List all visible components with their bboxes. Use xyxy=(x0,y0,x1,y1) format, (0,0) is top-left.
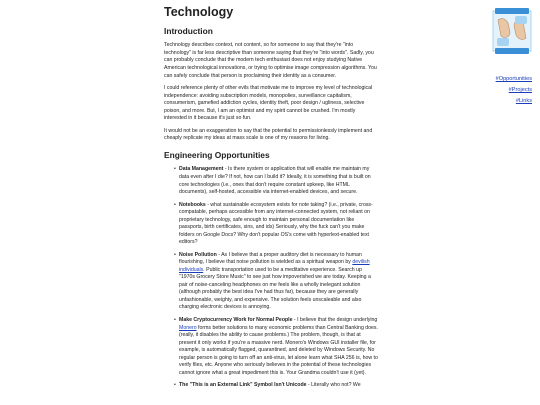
hands-in-frame-icon xyxy=(492,8,532,54)
item-title: Make Cryptocurrency Work for Normal People xyxy=(179,317,293,323)
opportunities-list xyxy=(164,166,378,389)
sidebar xyxy=(476,8,532,105)
introduction-heading: Introduction xyxy=(164,25,213,36)
nav-link-links[interactable]: #Links xyxy=(515,97,532,104)
list-item xyxy=(179,317,378,377)
intro-paragraph: It would not be an exaggeration to say that the potential to permissionlessly implement and cheaply replicate my ideas at mass scale is one of my reasons for living. xyxy=(164,127,373,142)
page-title: Technology xyxy=(164,5,234,19)
item-text: - I believe that the design underlying xyxy=(292,317,378,323)
list-item xyxy=(179,202,378,247)
intro-paragraph: Technology describes context, not content, so for someone to say that they're "into technology" is far less descriptive than someone saying that they're "into words". Sadly, you can probably conclude that the modern tech enthusiast does not enjoy studying Native American technological innovations, or trying to optimise image compression algorithms. You can safely conclude that person is proclaiming their identity as a consumer. xyxy=(164,42,377,79)
item-text: forms better solutions to many economic problems than Central Banking does. (really, it disables the ability to cause problems.) The problem, though, is that at present it only works if you're a massive nerd. Monero's Windows GUI installer file, for example, is automatically flagged, quarantined, and deleted by Windows Security. No regular person is going to turn off an anti-virus, let alone learn what SHA 256 is, how to verify files, etc. Anyone who seriously believes in the potential of these technologies cannot ignore what a great impediment this is. Your Grandma couldn't use it (yet). xyxy=(179,324,378,376)
item-title: The "This is an External Link" Symbol Isn't Unicode xyxy=(179,382,307,389)
list-item xyxy=(179,166,378,196)
main-content xyxy=(164,6,378,395)
intro-paragraph: I could reference plenty of other evils that motivate me to improve my level of technological independence: avoiding subscription models, monopolies, surveillance capitalism, consumerism, gamefied addiction cycles, identity theft, poor design / ugliness, selective poison, and more. But, I am an optimist and my spirit cannot be crushed. I'm mostly interested in it because it's just so fun. xyxy=(164,85,373,122)
item-text: - Literally who not? We xyxy=(306,382,361,389)
devilish-individuals-link[interactable]: devilish individuals xyxy=(179,259,370,273)
item-title: Noise Pollution xyxy=(179,251,217,258)
item-text: - Is there system or application that will enable me maintain my data even after I die? If not, how can I build it? Ideally, it is something that is built on core technologies (i.e., ones that don't require constant upkeep, like HTML documents), self-hosted, accessible via internet-enabled devices, and secure. xyxy=(179,166,371,196)
item-text: - As I believe that a proper auditory diet is necessary to human flourishing, I believe that noise pollution is wielded as a spiritual weapon by xyxy=(179,251,362,266)
item-text: . Public transportation used to be a meditative experience. Search up "1970s Grocery Store Music" to see just how impoverished we are today. Keeping a pair of noise-canceling headphones on me feels like a wholly inelegant solution (although probably the best idea I've had thus far), because they are generally unfashionable, weighty, and expensive. The solution feels unscaleable and also charging electronic devices is annoying. xyxy=(179,266,371,311)
item-title: Notebooks xyxy=(179,201,206,208)
item-title: Data Management xyxy=(179,166,224,173)
list-item xyxy=(179,382,378,390)
nav-link-projects[interactable]: #Projects xyxy=(508,86,532,93)
monero-link[interactable]: Monero xyxy=(179,324,197,331)
item-text: - what sustainable ecosystem exists for note taking? (i.e., private, cross-compatable, perhaps accessible from any internet-connected system, not reliant on proprietary technology, safe enough to maintain personal documentation like passports, birth certificates, sins, and ids) Seriously, why the fuck can't you make folders on Google Docs? Why don't popular OS's come with hyperlext-enabled text editors? xyxy=(179,201,373,246)
list-item xyxy=(179,252,378,312)
engineering-opportunities-heading: Engineering Opportunities xyxy=(164,149,270,160)
nav-link-opportunities[interactable]: #Opportunities xyxy=(495,76,532,82)
